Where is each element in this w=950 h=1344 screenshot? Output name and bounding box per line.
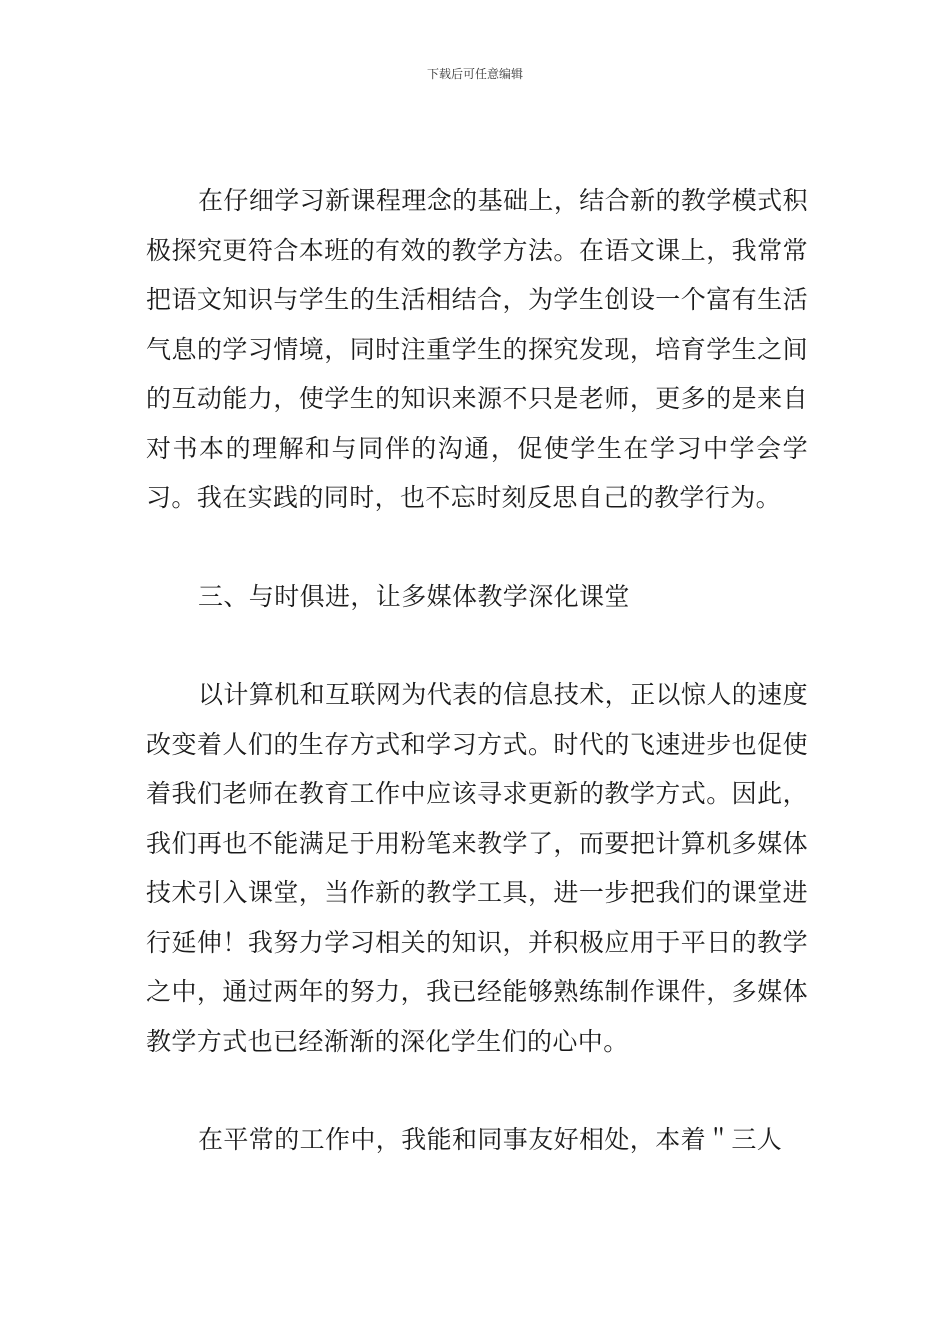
paragraph-gap: [146, 523, 808, 572]
section-heading: 三、与时俱进，让多媒体教学深化课堂: [198, 581, 630, 611]
paragraph-gap: [146, 1066, 808, 1115]
paragraph-teaching-methods: 在仔细学习新课程理念的基础上，结合新的教学模式积极探究更符合本班的有效的教学方法。在语文课上，我常常把语文知识与学生的生活相结合，为学生创设一个富有生活气息的学习情境，同时注重学生的探究发现，培育学生之间的互动能力，使学生的知识来源不只是老师，更多的是来自对书本的理解和与同伴的沟通，促使学生在学习中学会学习。我在实践的同时，也不忘时刻反思自己的教学行为。: [146, 186, 808, 512]
paragraph-colleagues: 在平常的工作中，我能和同事友好相处，本着＂三人: [198, 1125, 783, 1154]
page-header: 下载后可任意编辑: [426, 67, 523, 81]
paragraph-gap: [146, 621, 808, 670]
document-body: [146, 176, 808, 1165]
paragraph-multimedia: 以计算机和互联网为代表的信息技术，正以惊人的速度改变着人们的生存方式和学习方式。时代的飞速进步也促使着我们老师在教育工作中应该寻求更新的教学方式。因此，我们再也不能满足于用粉笔来教学了，而要把计算机多媒体技术引入课堂，当作新的教学工具，进一步把我们的课堂进行延伸！我努力学习相关的知识，并积极应用于平日的教学之中，通过两年的努力，我已经能够熟练制作课件，多媒体教学方式也已经渐渐的深化学生们的心中。: [146, 680, 808, 1056]
